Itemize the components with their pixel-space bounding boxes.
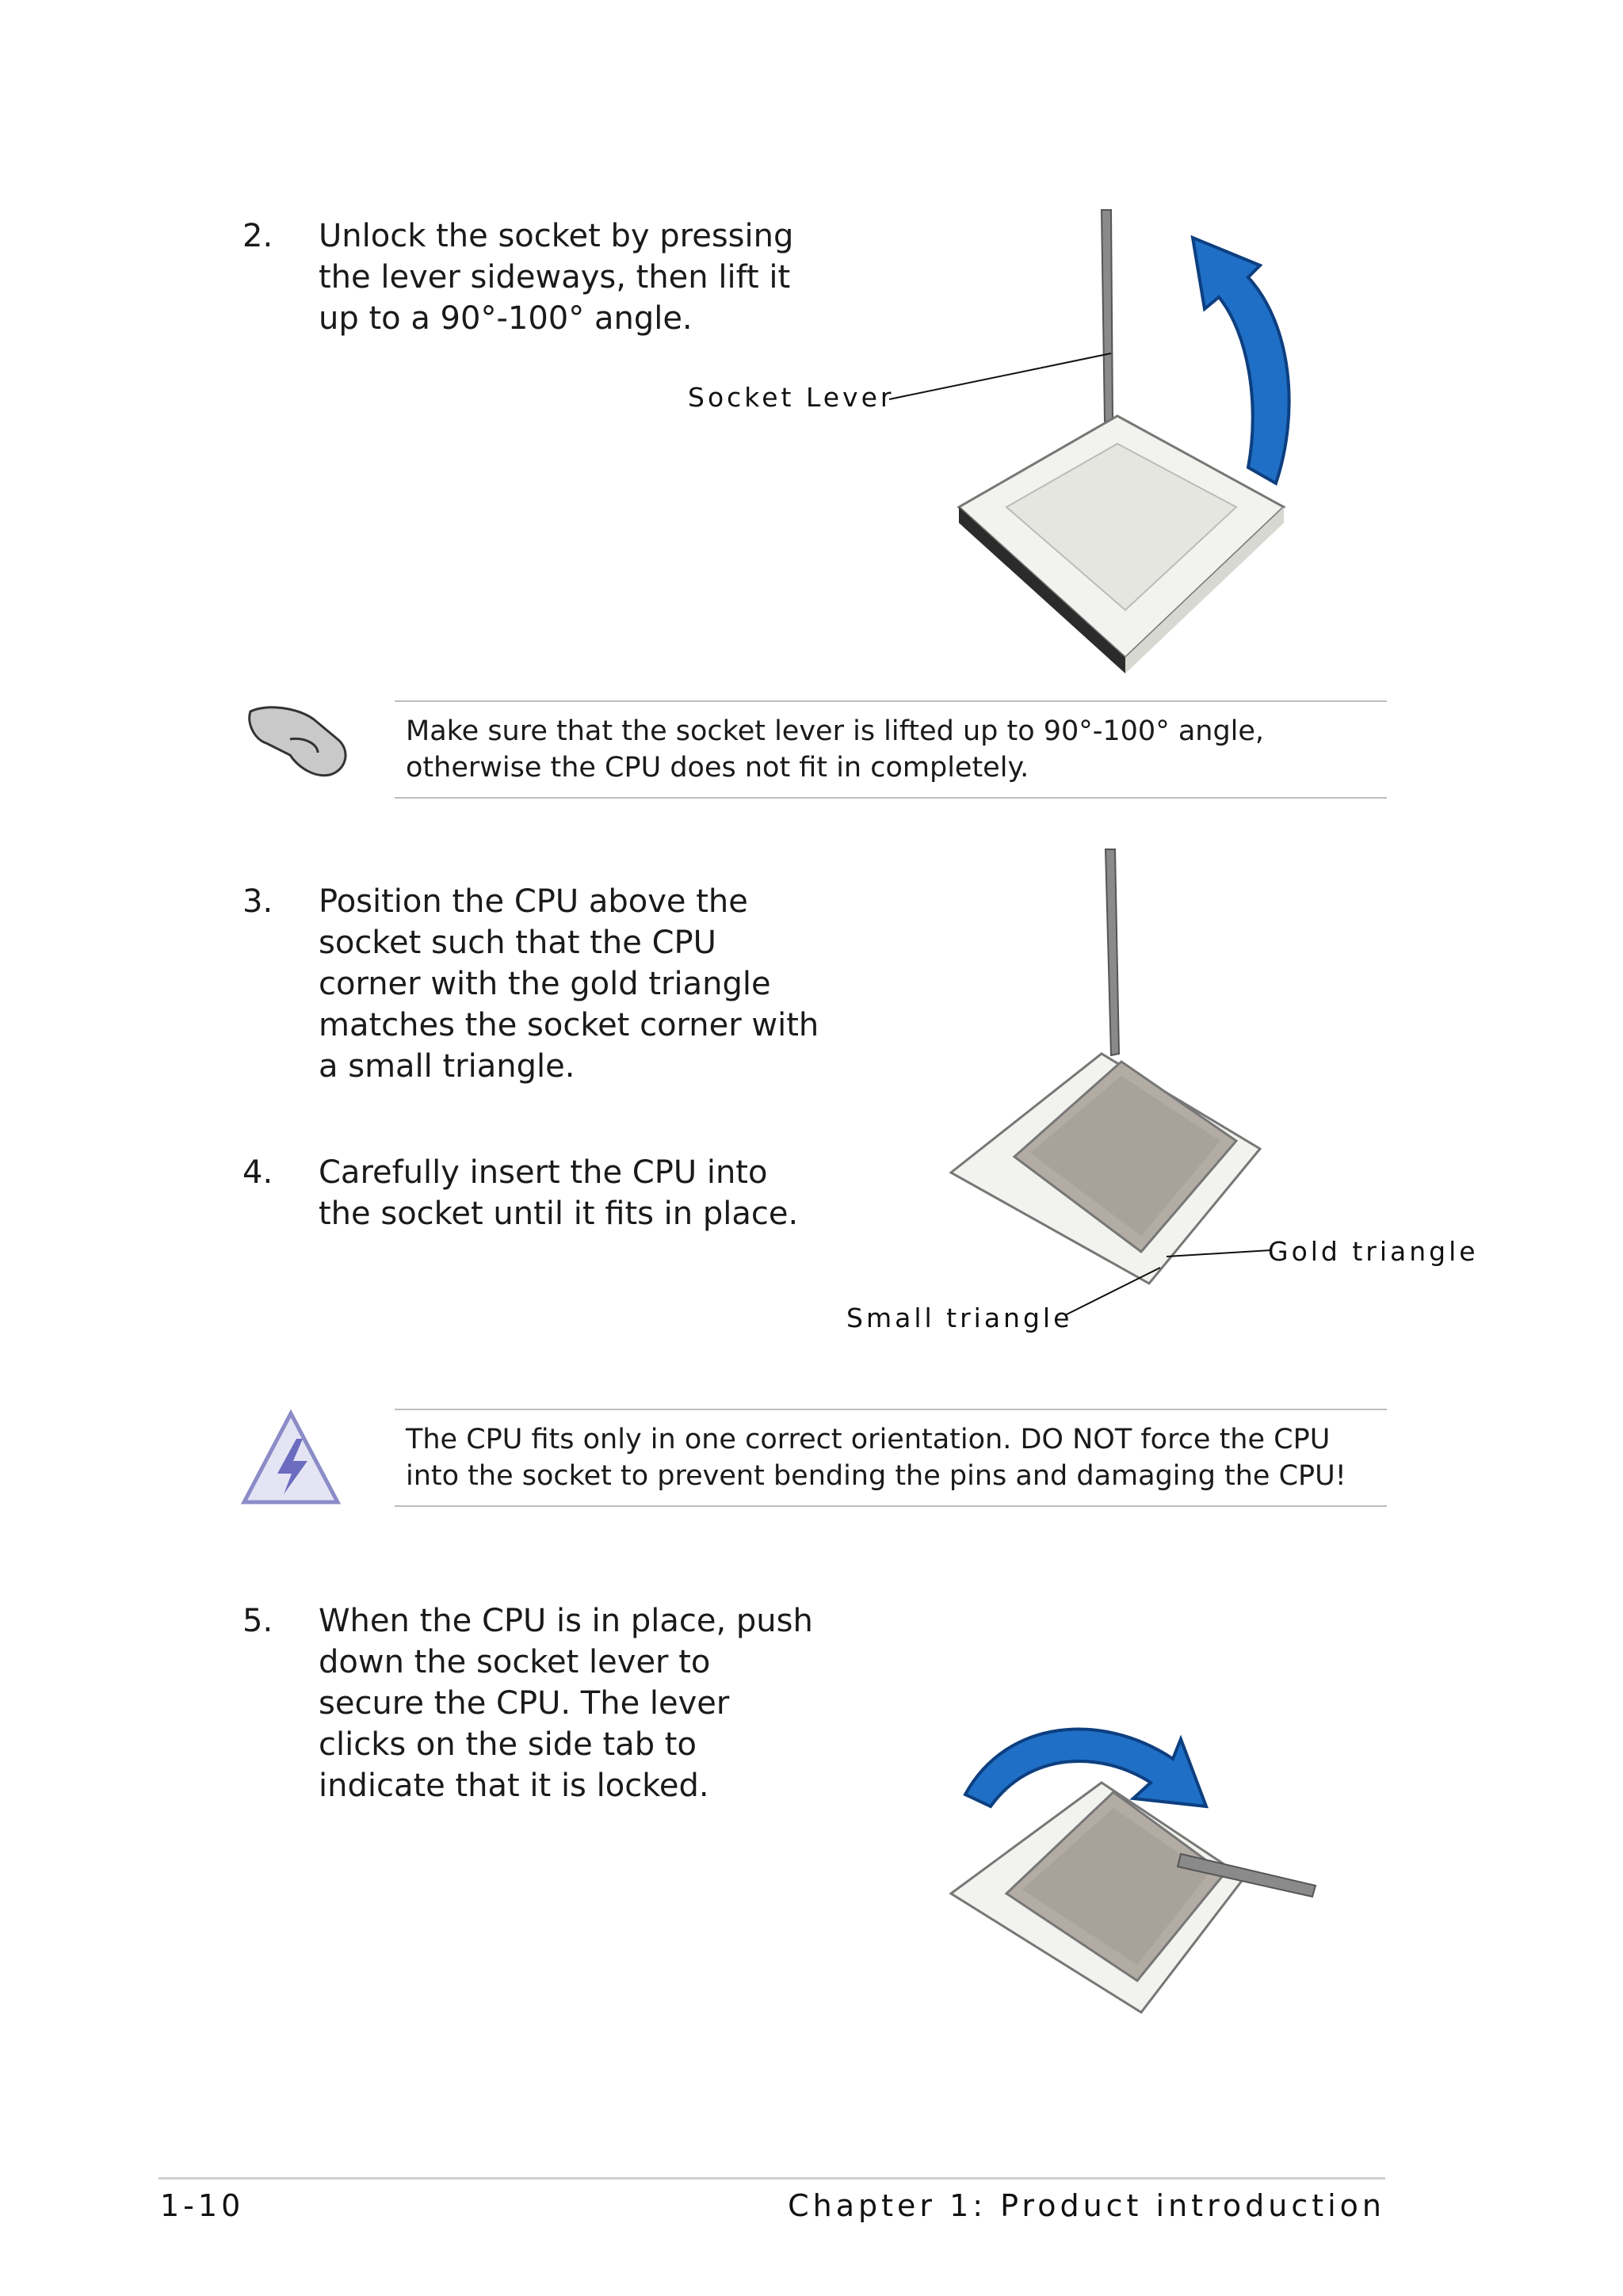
socket-lever-locked-illustration: [943, 1703, 1331, 2020]
warning-triangle-icon: [239, 1409, 342, 1508]
chapter-title: Chapter 1: Product introduction: [788, 2188, 1385, 2223]
step-number: 3.: [242, 883, 273, 920]
cpu-in-socket-illustration: [943, 840, 1276, 1283]
socket-lever-lifted-illustration: [935, 190, 1316, 666]
note-cpu-orientation: [395, 1409, 1387, 1507]
step-text: Unlock the socket by pressing the lever sideways, then lift it up to a 90°-100° angle.: [319, 218, 794, 337]
callout-socket-lever: Socket Lever: [688, 382, 895, 413]
leader-line-socket-lever: [888, 349, 1117, 404]
step-text: Carefully insert the CPU into the socket until it fits in place.: [319, 1154, 799, 1232]
step-text: Position the CPU above the socket such that the CPU corner with the gold triangle matches the socket corner with a small triangle.: [319, 883, 819, 1085]
step-number: 5.: [242, 1603, 273, 1639]
footer-rule: [158, 2177, 1385, 2180]
note-text: Make sure that the socket lever is lifted up to 90°-100° angle, otherwise the CPU does not fit in completely.: [406, 715, 1265, 784]
callout-gold-triangle: Gold triangle: [1268, 1236, 1479, 1267]
pointing-hand-icon: [242, 696, 353, 783]
step-text: When the CPU is in place, push down the socket lever to secure the CPU. The lever clicks on the side tab to indicate that it is locked.: [319, 1603, 813, 1804]
callout-small-triangle: Small triangle: [846, 1302, 1073, 1333]
leader-line-small-triangle: [1062, 1264, 1165, 1320]
step-number: 4.: [242, 1154, 273, 1191]
step-number: 2.: [242, 218, 273, 254]
note-text: The CPU fits only in one correct orientation. DO NOT force the CPU into the socket to prevent bending the pins and damaging the CPU!: [406, 1424, 1346, 1492]
note-lever-angle: [395, 700, 1387, 799]
page-number: 1-10: [160, 2188, 245, 2223]
leader-line-gold-triangle: [1165, 1244, 1276, 1260]
